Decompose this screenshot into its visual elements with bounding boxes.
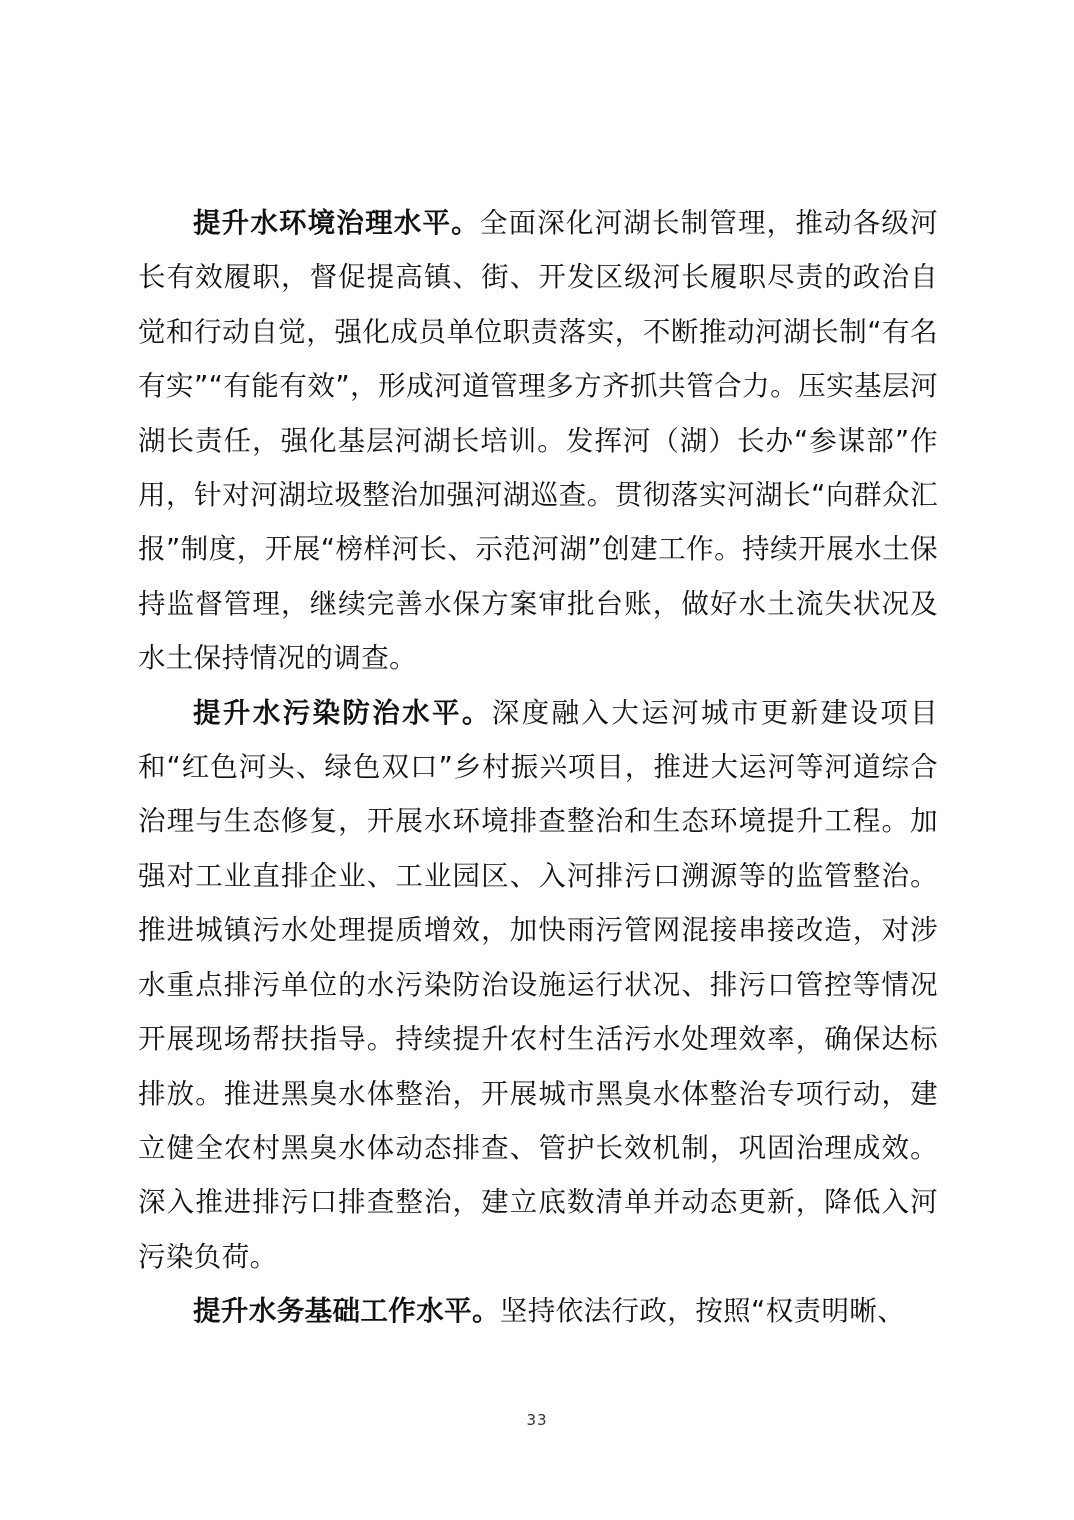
paragraph-water-environment-governance: [138, 196, 938, 686]
document-body: [138, 196, 938, 1339]
paragraph-water-affairs-basic-work: [138, 1284, 938, 1338]
paragraph-heading: 提升水务基础工作水平。: [193, 1295, 500, 1328]
paragraph-heading: 提升水污染防治水平。: [193, 696, 492, 729]
paragraph-heading: 提升水环境治理水平。: [193, 207, 480, 239]
paragraph-text: 深度融入大运河城市更新建设项目和“红色河头、绿色双口”乡村振兴项目，推进大运河等河道综合治理与生态修复，开展水环境排查整治和生态环境提升工程。加强对工业直排企业、工业园区、入河排污口溯源等的监管整治。推进城镇污水处理提质增效，加快雨污管网混接串接改造，对涉水重点排污单位的水污染防治设施运行状况、排污口管控等情况开展现场帮扶指导。持续提升农村生活污水处理效率，确保达标排放。推进黑臭水体整治，开展城市黑臭水体整治专项行动，建立健全农村黑臭水体动态排查、管护长效机制，巩固治理成效。深入推进排污口排查整治，建立底数清单并动态更新，降低入河污染负荷。: [138, 696, 939, 1273]
paragraph-text: 坚持依法行政，按照“权责明晰、: [499, 1295, 906, 1328]
paragraph-text: 全面深化河湖长制管理，推动各级河长有效履职，督促提高镇、街、开发区级河长履职尽责的政治自觉和行动自觉，强化成员单位职责落实，不断推动河湖长制“有名有实”“有能有效”，形成河道管理多方齐抓共管合力。压实基层河湖长责任，强化基层河湖长培训。发挥河（湖）长办“参谋部”作用，针对河湖垃圾整治加强河湖巡查。贯彻落实河湖长“向群众汇报”制度，开展“榜样河长、示范河湖”创建工作。持续开展水土保持监督管理，继续完善水保方案审批台账，做好水土流失状况及水土保持情况的调查。: [138, 207, 938, 675]
page-number: 33: [526, 1411, 548, 1429]
paragraph-water-pollution-prevention: [138, 686, 938, 1284]
